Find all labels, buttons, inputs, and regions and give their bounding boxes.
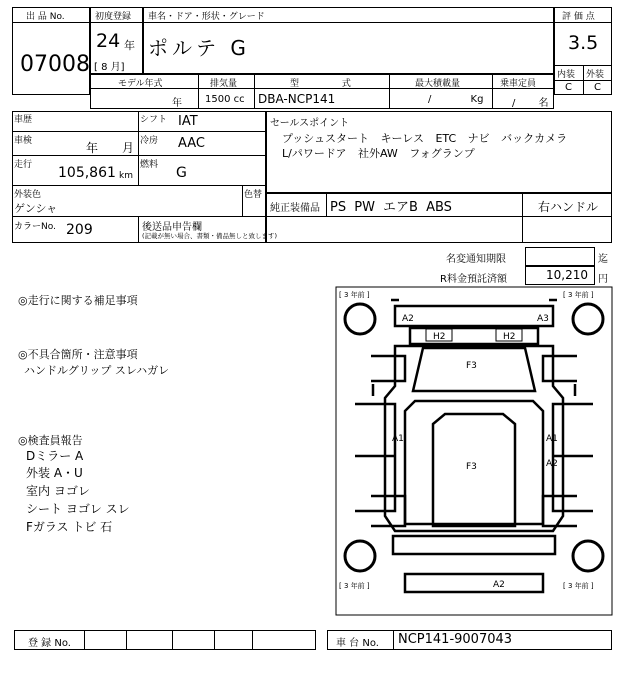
inspector-line-1: Dミラー A (26, 449, 84, 463)
model-year-label: モデル年式 (118, 79, 163, 89)
corner-label-tr: [ 3 年前 ] (563, 291, 594, 299)
first-reg-year-unit: 年 (124, 39, 135, 52)
mark-a1-left: A1 (392, 434, 404, 444)
max-load-unit: / Kg (428, 94, 484, 105)
mark-a1-right: A1 (546, 434, 558, 444)
sales-points-line2: L/パワードア 社外AW フォグランプ (282, 147, 475, 160)
lot-label: 出 品 No. (26, 12, 65, 22)
inspector-line-4: シート ヨゴレ スレ (26, 502, 130, 516)
mileage-unit: km (119, 171, 133, 181)
first-reg-month: [ 8 月] (94, 62, 125, 73)
exterior-label: 外装 (586, 70, 605, 80)
fuel-value: G (176, 165, 187, 181)
car-damage-diagram (335, 286, 613, 616)
type-value: DBA-NCP141 (258, 92, 336, 106)
name-change-box (525, 247, 595, 266)
chassis-no-label: 車 台 No. (336, 638, 379, 649)
mileage-value: 105,861 (58, 165, 116, 181)
interior-grade: C (565, 82, 572, 93)
shift-value: IAT (178, 114, 198, 129)
first-reg-label: 初度登録 (95, 12, 132, 22)
recycle-label: R料金預託済額 (440, 274, 507, 285)
ac-value: AAC (178, 136, 205, 151)
mark-f3-roof: F3 (466, 462, 477, 472)
inspector-line-3: 室内 ヨゴレ (26, 484, 90, 498)
inspection-year-unit: 年 (86, 141, 99, 155)
driving-notes-title: ◎走行に関する補足事項 (18, 294, 138, 307)
standard-equip-value: PS PW エアB ABS (330, 200, 452, 215)
mark-h2-left: H2 (433, 332, 446, 342)
defects-title: ◎不具合箇所・注意事項 (18, 348, 138, 361)
car-name-label: 車名・ドア・形状・グレード (148, 12, 265, 22)
handle-value: 右ハンドル (538, 200, 599, 214)
displacement-value: 1500 cc (205, 94, 245, 105)
history-label: 車歴 (14, 115, 33, 125)
score-label: 評 価 点 (562, 12, 595, 22)
first-reg-year: 24 (96, 30, 121, 52)
type-label: 型 式 (290, 79, 351, 89)
corner-label-bl: [ 3 年前 ] (339, 582, 370, 590)
name-change-label: 名変通知期限 (446, 254, 506, 265)
inspector-line-5: Fガラス トビ 石 (26, 520, 113, 534)
corner-label-tl: [ 3 年前 ] (339, 291, 370, 299)
color-no-label: カラーNo. (14, 222, 56, 232)
sales-points-line1: プッシュスタート キーレス ETC ナビ バックカメラ (282, 132, 568, 145)
inspector-title: ◎検査員報告 (18, 434, 83, 447)
chassis-no-value: NCP141-9007043 (398, 632, 513, 647)
repaint-label: 色替 (244, 190, 263, 200)
inspector-line-2: 外装 A・U (26, 466, 83, 480)
inspection-month-unit: 月 (122, 141, 135, 155)
mark-a3-front: A3 (537, 314, 549, 324)
model-year-unit: 年 (172, 98, 182, 109)
recycle-amount: 10,210 (546, 268, 588, 282)
shift-label: シフト (140, 115, 168, 125)
name-change-unit: 迄 (598, 254, 608, 265)
fuel-label: 燃料 (140, 160, 159, 170)
mark-a2-front: A2 (402, 314, 414, 324)
color-no-value: 209 (66, 222, 93, 238)
inspection-label: 車検 (14, 136, 33, 146)
displacement-label: 排気量 (210, 79, 238, 89)
car-name: ポルテ G (148, 36, 250, 60)
mark-a2-rear: A2 (493, 580, 505, 590)
capacity-label: 乗車定員 (500, 79, 537, 89)
color-label: 外装色 (14, 190, 42, 200)
corner-label-br: [ 3 年前 ] (563, 582, 594, 590)
ac-label: 冷房 (140, 136, 159, 146)
mileage-label: 走行 (14, 160, 33, 170)
mark-h2-right: H2 (503, 332, 516, 342)
recycle-unit: 円 (598, 274, 608, 285)
defects-text: ハンドルグリップ スレハガレ (24, 364, 170, 377)
aftermarket-note: (記載が無い場合、書類・備品無しと致します) (142, 232, 278, 240)
sales-points-label: セールスポイント (270, 118, 350, 129)
registration-no-label: 登 録 No. (28, 638, 71, 649)
color-value: ゲンシャ (14, 202, 58, 215)
exterior-grade: C (594, 82, 601, 93)
capacity-unit: / 名 (512, 98, 549, 109)
standard-equip-label: 純正装備品 (270, 203, 320, 214)
mark-f3-windshield: F3 (466, 361, 477, 371)
score-value: 3.5 (568, 32, 599, 54)
max-load-label: 最大積載量 (415, 79, 461, 89)
interior-label: 内装 (557, 70, 576, 80)
mark-a2-right: A2 (546, 459, 558, 469)
lot-number: 07008 (20, 52, 90, 77)
aftermarket-label: 後送品申告欄 (142, 222, 202, 233)
